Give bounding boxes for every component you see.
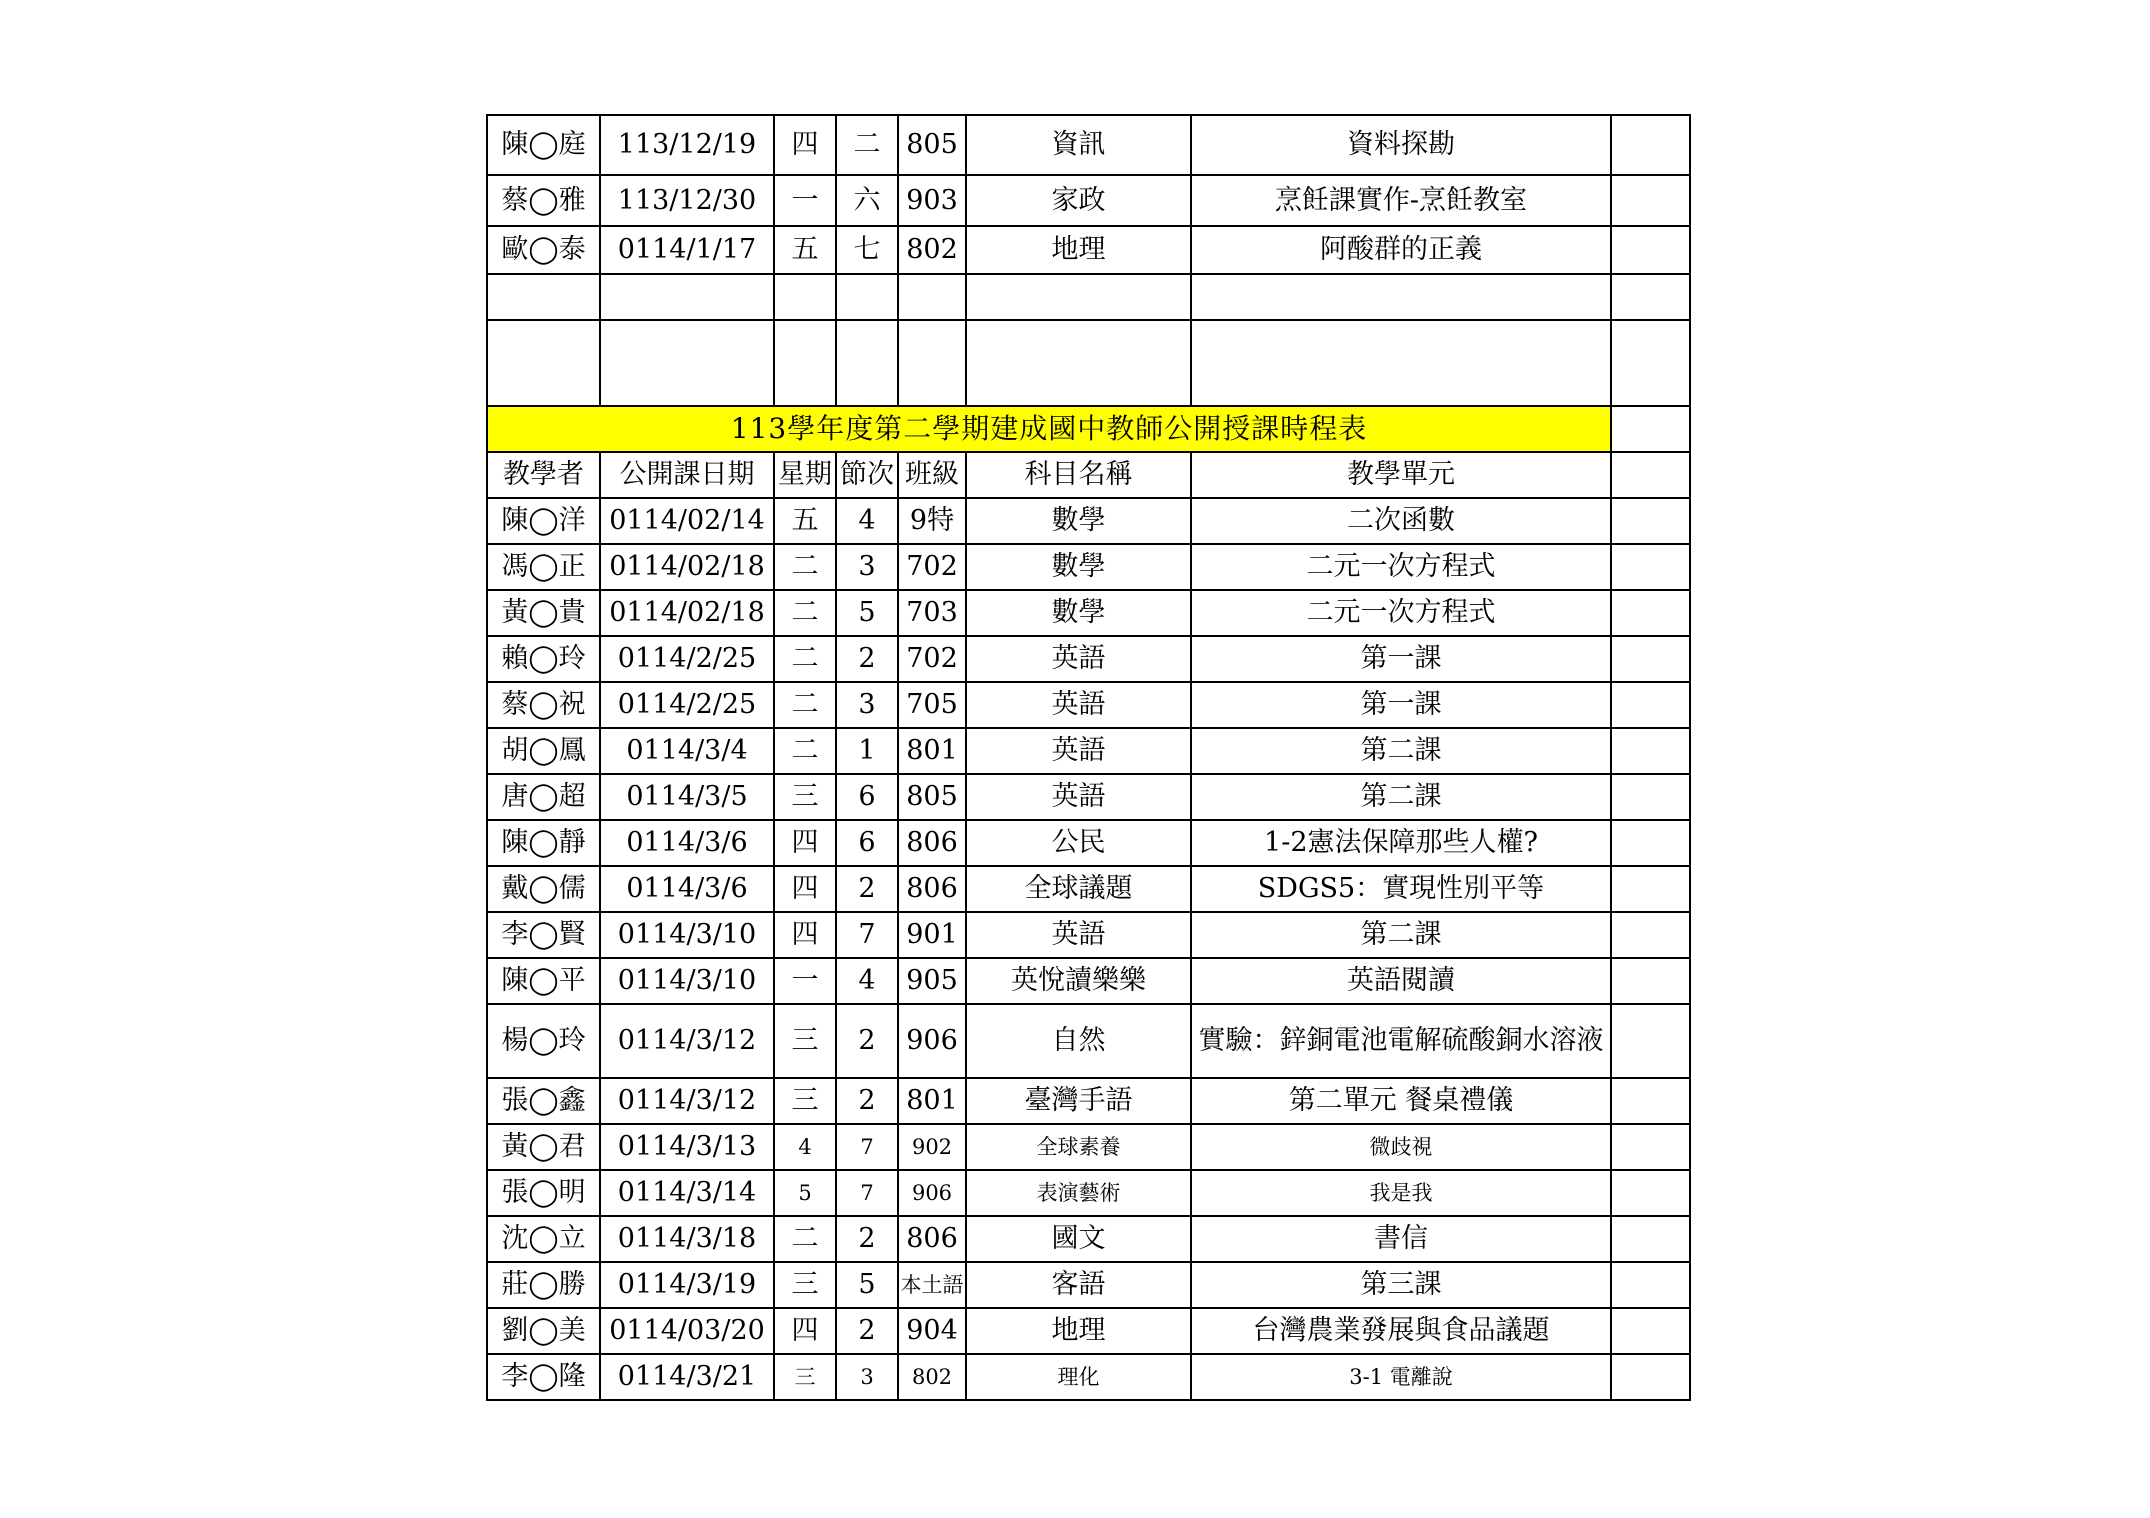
- cell-class: 906: [898, 1170, 966, 1216]
- cell-teacher: 黃◯君: [487, 1124, 600, 1170]
- cell-weekday: 二: [774, 728, 836, 774]
- empty-cell: [774, 274, 836, 320]
- table-row: [487, 820, 1690, 866]
- cell-teacher: 馮◯正: [487, 544, 600, 590]
- cell-weekday: 三: [774, 1004, 836, 1078]
- cell-date: 0114/3/6: [600, 866, 774, 912]
- extra-cell: [1611, 544, 1690, 590]
- cell-teacher: 黃◯貴: [487, 590, 600, 636]
- cell-class: 806: [898, 1216, 966, 1262]
- empty-cell: [966, 320, 1191, 406]
- cell-subject: 家政: [966, 175, 1191, 226]
- cell-teacher: 張◯鑫: [487, 1078, 600, 1124]
- cell-date: 0114/3/6: [600, 820, 774, 866]
- cell-teacher: 張◯明: [487, 1170, 600, 1216]
- cell-weekday: 二: [774, 544, 836, 590]
- cell-unit: 第一課: [1191, 682, 1611, 728]
- empty-cell: [487, 274, 600, 320]
- cell-teacher: 沈◯立: [487, 1216, 600, 1262]
- extra-cell: [1611, 406, 1690, 452]
- extra-cell: [1611, 1216, 1690, 1262]
- table-row: [487, 1170, 1690, 1216]
- cell-date: 0114/3/13: [600, 1124, 774, 1170]
- cell-unit: 書信: [1191, 1216, 1611, 1262]
- cell-weekday: 一: [774, 175, 836, 226]
- table-row: [487, 1262, 1690, 1308]
- extra-cell: [1611, 590, 1690, 636]
- empty-cell: [898, 320, 966, 406]
- cell-date: 0114/3/21: [600, 1354, 774, 1400]
- cell-subject: 理化: [966, 1354, 1191, 1400]
- table-row: [487, 1124, 1690, 1170]
- empty-cell: [836, 320, 898, 406]
- cell-unit: 阿酸群的正義: [1191, 226, 1611, 274]
- cell-class: 801: [898, 728, 966, 774]
- cell-class: 703: [898, 590, 966, 636]
- cell-period: 4: [836, 958, 898, 1004]
- schedule-body: [487, 115, 1690, 1400]
- cell-period: 7: [836, 912, 898, 958]
- cell-date: 0114/1/17: [600, 226, 774, 274]
- cell-subject: 英語: [966, 774, 1191, 820]
- cell-period: 6: [836, 820, 898, 866]
- cell-period: 3: [836, 682, 898, 728]
- table-row: [487, 866, 1690, 912]
- cell-unit: 烹飪課實作-烹飪教室: [1191, 175, 1611, 226]
- header-period: 節次: [836, 452, 898, 498]
- prev-row: [487, 175, 1690, 226]
- cell-unit: 第二單元 餐桌禮儀: [1191, 1078, 1611, 1124]
- cell-teacher: 楊◯玲: [487, 1004, 600, 1078]
- cell-class: 801: [898, 1078, 966, 1124]
- table-row: [487, 728, 1690, 774]
- extra-cell: [1611, 1354, 1690, 1400]
- empty-cell: [898, 274, 966, 320]
- cell-unit: 第二課: [1191, 912, 1611, 958]
- table-row: [487, 1078, 1690, 1124]
- cell-class: 904: [898, 1308, 966, 1354]
- table-row: [487, 1004, 1690, 1078]
- cell-class: 806: [898, 820, 966, 866]
- cell-period: 5: [836, 590, 898, 636]
- cell-subject: 英語: [966, 636, 1191, 682]
- cell-teacher: 劉◯美: [487, 1308, 600, 1354]
- cell-teacher: 胡◯鳳: [487, 728, 600, 774]
- cell-subject: 數學: [966, 590, 1191, 636]
- cell-period: 7: [836, 1124, 898, 1170]
- cell-subject: 數學: [966, 498, 1191, 544]
- table-row: [487, 544, 1690, 590]
- cell-class: 806: [898, 866, 966, 912]
- header-unit: 教學單元: [1191, 452, 1611, 498]
- cell-class: 702: [898, 544, 966, 590]
- table-row: [487, 912, 1690, 958]
- cell-unit: 二元一次方程式: [1191, 590, 1611, 636]
- cell-class: 805: [898, 115, 966, 175]
- cell-teacher: 陳◯平: [487, 958, 600, 1004]
- cell-period: 3: [836, 544, 898, 590]
- cell-class: 802: [898, 1354, 966, 1400]
- schedule-title: 113學年度第二學期建成國中教師公開授課時程表: [487, 406, 1611, 452]
- empty-cell: [1611, 274, 1690, 320]
- table-row: [487, 1216, 1690, 1262]
- cell-date: 0114/3/12: [600, 1004, 774, 1078]
- cell-weekday: 一: [774, 958, 836, 1004]
- cell-weekday: 四: [774, 866, 836, 912]
- cell-unit: 第一課: [1191, 636, 1611, 682]
- extra-cell: [1611, 1078, 1690, 1124]
- header-weekday: 星期: [774, 452, 836, 498]
- extra-cell: [1611, 1308, 1690, 1354]
- cell-period: 2: [836, 1004, 898, 1078]
- cell-class: 903: [898, 175, 966, 226]
- empty-cell: [966, 274, 1191, 320]
- extra-cell: [1611, 866, 1690, 912]
- cell-class: 本土語: [898, 1262, 966, 1308]
- cell-subject: 英語: [966, 682, 1191, 728]
- cell-weekday: 四: [774, 820, 836, 866]
- extra-cell: [1611, 452, 1690, 498]
- cell-weekday: 三: [774, 1354, 836, 1400]
- cell-weekday: 二: [774, 1216, 836, 1262]
- cell-period: 7: [836, 1170, 898, 1216]
- cell-subject: 英悅讀樂樂: [966, 958, 1191, 1004]
- cell-subject: 數學: [966, 544, 1191, 590]
- cell-subject: 地理: [966, 1308, 1191, 1354]
- cell-teacher: 賴◯玲: [487, 636, 600, 682]
- cell-class: 802: [898, 226, 966, 274]
- prev-row: [487, 115, 1690, 175]
- cell-weekday: 二: [774, 682, 836, 728]
- extra-cell: [1611, 774, 1690, 820]
- cell-date: 0114/3/4: [600, 728, 774, 774]
- cell-unit: 我是我: [1191, 1170, 1611, 1216]
- cell-date: 0114/3/18: [600, 1216, 774, 1262]
- cell-weekday: 二: [774, 590, 836, 636]
- cell-weekday: 五: [774, 226, 836, 274]
- cell-date: 0114/3/19: [600, 1262, 774, 1308]
- header-row: [487, 452, 1690, 498]
- cell-period: 2: [836, 636, 898, 682]
- cell-class: 906: [898, 1004, 966, 1078]
- cell-weekday: 三: [774, 774, 836, 820]
- title-row: [487, 406, 1690, 452]
- table-row: [487, 1308, 1690, 1354]
- cell-date: 113/12/19: [600, 115, 774, 175]
- cell-date: 0114/3/10: [600, 912, 774, 958]
- empty-cell: [600, 320, 774, 406]
- table-row: [487, 636, 1690, 682]
- cell-weekday: 4: [774, 1124, 836, 1170]
- extra-cell: [1611, 912, 1690, 958]
- cell-unit: 二元一次方程式: [1191, 544, 1611, 590]
- blank-row: [487, 320, 1690, 406]
- cell-weekday: 二: [774, 636, 836, 682]
- cell-date: 0114/02/18: [600, 544, 774, 590]
- cell-date: 0114/3/10: [600, 958, 774, 1004]
- empty-cell: [1191, 320, 1611, 406]
- extra-cell: [1611, 498, 1690, 544]
- cell-teacher: 唐◯超: [487, 774, 600, 820]
- cell-period: 二: [836, 115, 898, 175]
- cell-teacher: 莊◯勝: [487, 1262, 600, 1308]
- cell-weekday: 5: [774, 1170, 836, 1216]
- cell-class: 702: [898, 636, 966, 682]
- cell-unit: 3-1 電離說: [1191, 1354, 1611, 1400]
- cell-unit: 1-2憲法保障那些人權?: [1191, 820, 1611, 866]
- header-teacher: 教學者: [487, 452, 600, 498]
- cell-class: 805: [898, 774, 966, 820]
- empty-cell: [487, 320, 600, 406]
- table-row: [487, 1354, 1690, 1400]
- table-row: [487, 590, 1690, 636]
- cell-period: 2: [836, 1078, 898, 1124]
- cell-unit: 資料探勘: [1191, 115, 1611, 175]
- cell-unit: 台灣農業發展與食品議題: [1191, 1308, 1611, 1354]
- cell-subject: 臺灣手語: [966, 1078, 1191, 1124]
- cell-subject: 英語: [966, 728, 1191, 774]
- cell-subject: 資訊: [966, 115, 1191, 175]
- cell-period: 4: [836, 498, 898, 544]
- empty-cell: [836, 274, 898, 320]
- extra-cell: [1611, 175, 1690, 226]
- cell-date: 0114/02/14: [600, 498, 774, 544]
- extra-cell: [1611, 1124, 1690, 1170]
- cell-teacher: 蔡◯祝: [487, 682, 600, 728]
- cell-date: 0114/3/14: [600, 1170, 774, 1216]
- blank-row: [487, 274, 1690, 320]
- extra-cell: [1611, 636, 1690, 682]
- cell-weekday: 四: [774, 912, 836, 958]
- cell-weekday: 五: [774, 498, 836, 544]
- cell-unit: 微歧視: [1191, 1124, 1611, 1170]
- cell-period: 5: [836, 1262, 898, 1308]
- cell-weekday: 三: [774, 1078, 836, 1124]
- cell-class: 902: [898, 1124, 966, 1170]
- cell-date: 0114/3/5: [600, 774, 774, 820]
- cell-subject: 客語: [966, 1262, 1191, 1308]
- cell-date: 0114/02/18: [600, 590, 774, 636]
- cell-subject: 英語: [966, 912, 1191, 958]
- cell-subject: 公民: [966, 820, 1191, 866]
- cell-period: 2: [836, 1308, 898, 1354]
- cell-subject: 地理: [966, 226, 1191, 274]
- cell-class: 705: [898, 682, 966, 728]
- empty-cell: [774, 320, 836, 406]
- cell-teacher: 戴◯儒: [487, 866, 600, 912]
- extra-cell: [1611, 1262, 1690, 1308]
- empty-cell: [1191, 274, 1611, 320]
- table-row: [487, 958, 1690, 1004]
- cell-teacher: 歐◯泰: [487, 226, 600, 274]
- table-row: [487, 774, 1690, 820]
- cell-subject: 全球議題: [966, 866, 1191, 912]
- table-row: [487, 498, 1690, 544]
- empty-cell: [1611, 320, 1690, 406]
- header-date: 公開課日期: [600, 452, 774, 498]
- extra-cell: [1611, 682, 1690, 728]
- cell-unit: SDGS5：實現性別平等: [1191, 866, 1611, 912]
- header-subject: 科目名稱: [966, 452, 1191, 498]
- cell-teacher: 李◯隆: [487, 1354, 600, 1400]
- cell-unit: 第三課: [1191, 1262, 1611, 1308]
- header-class: 班級: [898, 452, 966, 498]
- schedule-table: [486, 114, 1691, 1401]
- extra-cell: [1611, 958, 1690, 1004]
- cell-period: 六: [836, 175, 898, 226]
- cell-period: 2: [836, 1216, 898, 1262]
- cell-subject: 表演藝術: [966, 1170, 1191, 1216]
- cell-weekday: 四: [774, 115, 836, 175]
- cell-unit: 二次函數: [1191, 498, 1611, 544]
- extra-cell: [1611, 115, 1690, 175]
- cell-period: 2: [836, 866, 898, 912]
- cell-period: 3: [836, 1354, 898, 1400]
- cell-date: 0114/03/20: [600, 1308, 774, 1354]
- cell-weekday: 三: [774, 1262, 836, 1308]
- cell-date: 113/12/30: [600, 175, 774, 226]
- cell-unit: 實驗：鋅銅電池電解硫酸銅水溶液: [1191, 1004, 1611, 1078]
- cell-weekday: 四: [774, 1308, 836, 1354]
- extra-cell: [1611, 226, 1690, 274]
- extra-cell: [1611, 1170, 1690, 1216]
- cell-teacher: 陳◯洋: [487, 498, 600, 544]
- cell-date: 0114/3/12: [600, 1078, 774, 1124]
- cell-teacher: 陳◯靜: [487, 820, 600, 866]
- cell-subject: 全球素養: [966, 1124, 1191, 1170]
- cell-subject: 自然: [966, 1004, 1191, 1078]
- cell-class: 905: [898, 958, 966, 1004]
- cell-subject: 國文: [966, 1216, 1191, 1262]
- cell-teacher: 陳◯庭: [487, 115, 600, 175]
- cell-period: 1: [836, 728, 898, 774]
- extra-cell: [1611, 1004, 1690, 1078]
- cell-period: 七: [836, 226, 898, 274]
- cell-unit: 第二課: [1191, 774, 1611, 820]
- cell-class: 901: [898, 912, 966, 958]
- prev-row: [487, 226, 1690, 274]
- cell-unit: 英語閱讀: [1191, 958, 1611, 1004]
- cell-teacher: 蔡◯雅: [487, 175, 600, 226]
- cell-teacher: 李◯賢: [487, 912, 600, 958]
- cell-period: 6: [836, 774, 898, 820]
- extra-cell: [1611, 728, 1690, 774]
- cell-date: 0114/2/25: [600, 636, 774, 682]
- cell-unit: 第二課: [1191, 728, 1611, 774]
- table-row: [487, 682, 1690, 728]
- empty-cell: [600, 274, 774, 320]
- cell-class: 9特: [898, 498, 966, 544]
- cell-date: 0114/2/25: [600, 682, 774, 728]
- extra-cell: [1611, 820, 1690, 866]
